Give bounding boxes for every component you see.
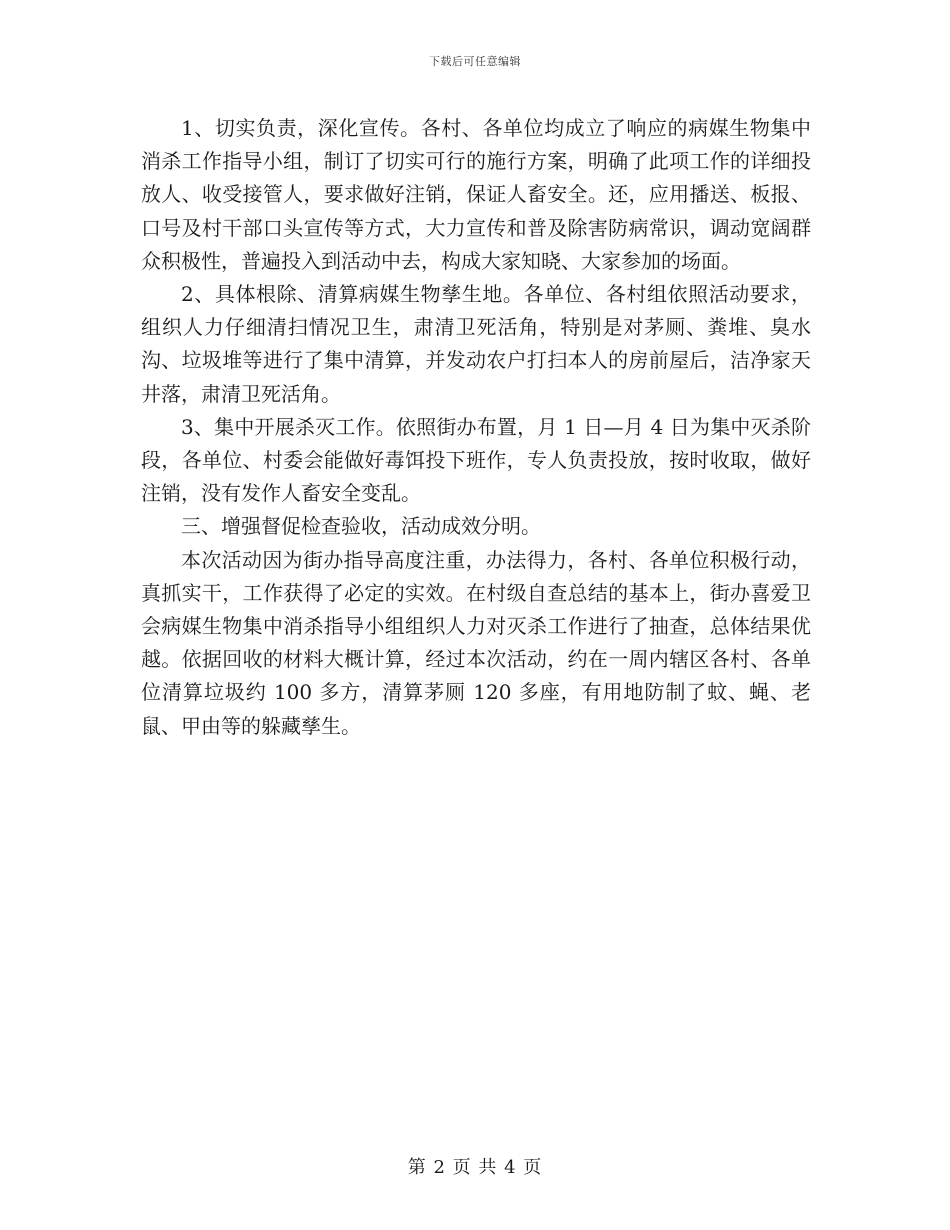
document-body [141,112,811,743]
paragraph-2: 2、具体根除、清算病媒生物孳生地。各单位、各村组依照活动要求，组织人力仔细清扫情况卫生，肃清卫死活角，特别是对茅厕、粪堆、臭水沟、垃圾堆等进行了集中清算，并发动农户打扫本人的房前屋后，洁净家天井落，肃清卫死活角。 [141,282,811,406]
paragraph-3: 3、集中开展杀灭工作。依照街办布置，月 1 日—月 4 日为集中灭杀阶段，各单位、村委会能做好毒饵投下班作，专人负责投放，按时收取，做好注销，没有发作人畜安全变乱。 [141,414,811,506]
page-number: 第 2 页 共 4 页 [407,1157,543,1178]
paragraph-4: 本次活动因为街办指导高度注重，办法得力，各村、各单位积极行动，真抓实干，工作获得了必定的实效。在村级自查总结的基本上，街办喜爱卫会病媒生物集中消杀指导小组组织人力对灭杀工作进行了抽查，总体结果优越。依据回收的材料大概计算，经过本次活动，约在一周内辖区各村、各单位清算垃圾约 100 多方，清算茅厕 120 多座，有用地防制了蚊、蝇、老鼠、甲由等的躲藏孳生。 [141,547,811,738]
paragraph-1: 1、切实负责，深化宣传。各村、各单位均成立了响应的病媒生物集中消杀工作指导小组，制订了切实可行的施行方案，明确了此项工作的详细投放人、收受接管人，要求做好注销，保证人畜安全。还，应用播送、板报、口号及村干部口头宣传等方式，大力宣传和普及除害防病常识，调动宽阔群众积极性，普遍投入到活动中去，构成大家知晓、大家参加的场面。 [141,116,811,273]
section-heading-3: 三、增强督促检查验收，活动成效分明。 [181,514,541,539]
header-note: 下载后可任意编辑 [429,55,521,68]
